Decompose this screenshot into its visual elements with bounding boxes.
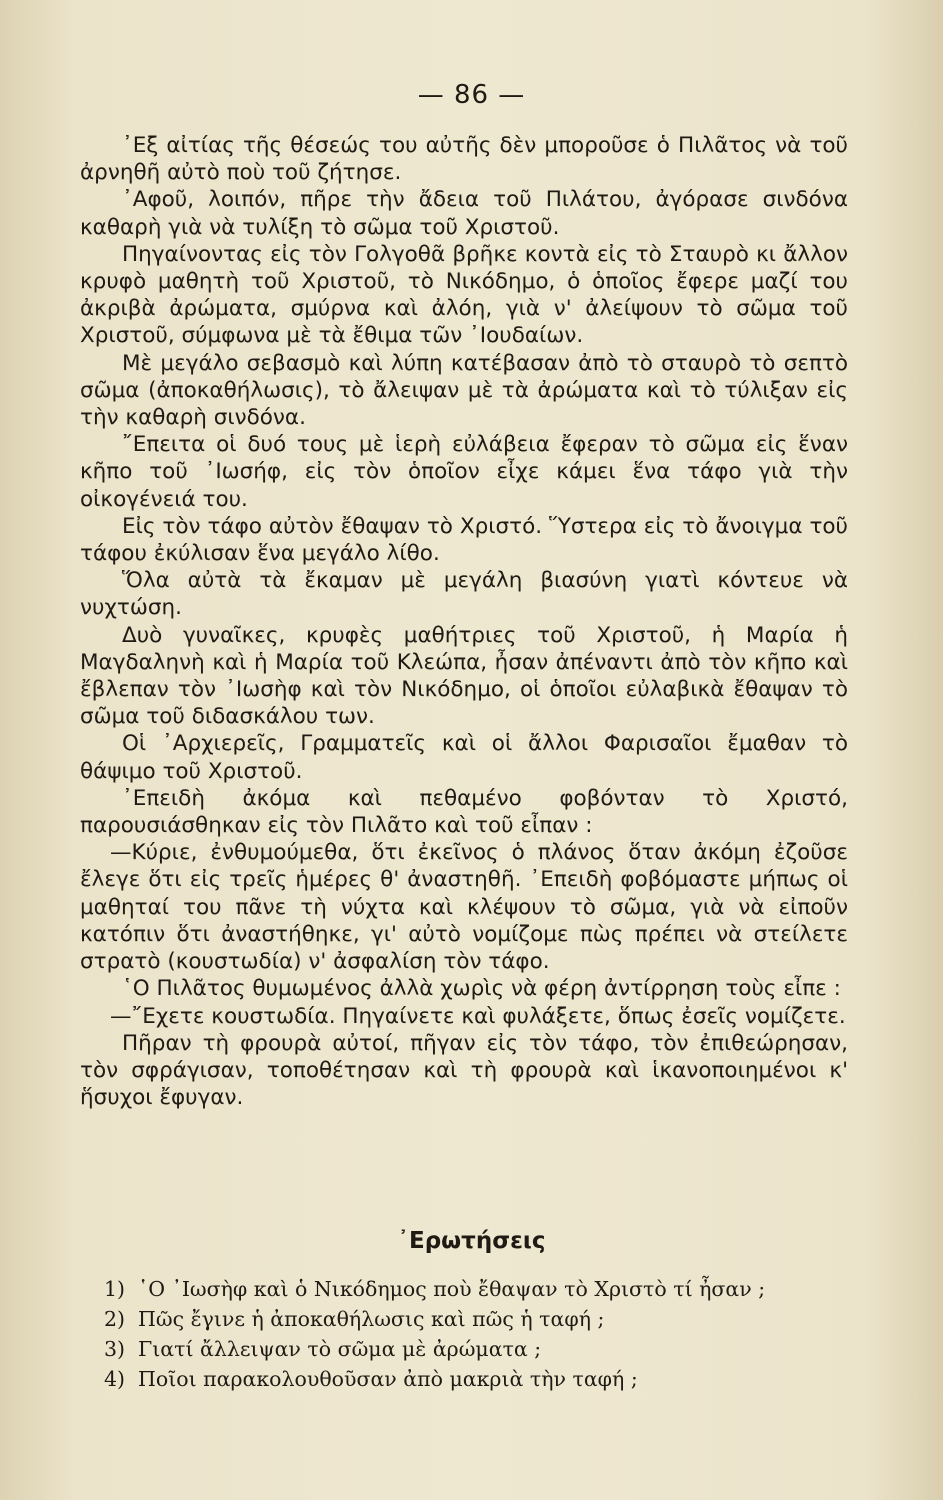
paragraph: Οἱ ᾿Αρχιερεῖς, Γραμματεῖς καὶ οἱ ἄλλοι Φαρισαῖοι ἔμαθαν τὸ θάψιμο τοῦ Χριστοῦ. xyxy=(80,731,848,784)
question-item xyxy=(104,1274,844,1304)
dialogue-paragraph: —Κύριε, ἐνθυμούμεθα, ὅτι ἐκεῖνος ὁ πλάνος ὅταν ἀκόμη ἐζοῦσε ἔλεγε ὅτι εἰς τρεῖς ἡμέρες θ' ἀναστηθῆ. ᾿Επειδὴ φοβόμαστε μήπως οἱ μαθηταί του πᾶνε τὴ νύχτα καὶ κλέψουν τὸ σῶμα, γιὰ νὰ εἰποῦν κατόπιν ὅτι ἀναστήθηκε, γι' αὐτὸ νομίζομε πὼς πρέπει νὰ στείλετε στρατὸ (κουστωδία) ν' ἀσφαλίση τὸν τάφο. xyxy=(80,840,848,975)
questions-list xyxy=(104,1274,844,1394)
question-item xyxy=(104,1334,844,1364)
paragraph: ᾿Αφοῦ, λοιπόν, πῆρε τὴν ἄδεια τοῦ Πιλάτου, ἀγόρασε σινδόνα καθαρὴ γιὰ νὰ τυλίξη τὸ σῶμα τοῦ Χριστοῦ. xyxy=(80,187,848,240)
question-text: Πῶς ἔγινε ἡ ἀποκαθήλωσις καὶ πῶς ἡ ταφή ; xyxy=(138,1307,605,1331)
paragraph: Δυὸ γυναῖκες, κρυφὲς μαθήτριες τοῦ Χριστοῦ, ἡ Μαρία ἡ Μαγδαληνὴ καὶ ἡ Μαρία τοῦ Κλεώπα, ἦσαν ἀπέναντι ἀπὸ τὸν κῆπο καὶ ἔβλεπαν τὸν ᾿Ιωσὴφ καὶ τὸν Νικόδημο, οἱ ὁποῖοι εὐλαβικὰ ἔθαψαν τὸ σῶμα τοῦ διδασκάλου των. xyxy=(80,622,848,730)
body-text xyxy=(80,132,848,1111)
question-number: 4) xyxy=(104,1367,126,1391)
paragraph: Πηγαίνοντας εἰς τὸν Γολγοθᾶ βρῆκε κοντὰ εἰς τὸ Σταυρὸ κι ἄλλον κρυφὸ μαθητὴ τοῦ Χριστοῦ, τὸ Νικόδημο, ὁ ὁποῖος ἔφερε μαζί του ἀκριβὰ ἀρώματα, σμύρνα καὶ ἀλόη, γιὰ ν' ἀλείψουν τὸ σῶμα τοῦ Χριστοῦ, σύμφωνα μὲ τὰ ἔθιμα τῶν ᾿Ιουδαίων. xyxy=(80,241,848,349)
paragraph: ᾿Εξ αἰτίας τῆς θέσεώς του αὐτῆς δὲν μποροῦσε ὁ Πιλᾶτος νὰ τοῦ ἀρνηθῆ αὐτὸ ποὺ τοῦ ζήτησε. xyxy=(80,133,848,186)
question-item xyxy=(104,1364,844,1394)
paragraph: ᾿Επειδὴ ἀκόμα καὶ πεθαμένο φοβόνταν τὸ Χριστό, παρουσιάσθηκαν εἰς τὸν Πιλᾶτο καὶ τοῦ εἶπαν : xyxy=(80,785,848,839)
question-number: 3) xyxy=(104,1337,126,1361)
paragraph: Ὅλα αὐτὰ τὰ ἔκαμαν μὲ μεγάλη βιασύνη γιατὶ κόντευε νὰ νυχτώση. xyxy=(80,568,848,621)
paragraph: Μὲ μεγάλο σεβασμὸ καὶ λύπη κατέβασαν ἀπὸ τὸ σταυρὸ τὸ σεπτὸ σῶμα (ἀποκαθήλωσις), τὸ ἄλειψαν μὲ τὰ ἀρώματα καὶ τὸ τύλιξαν εἰς τὴν καθαρὴ σινδόνα. xyxy=(80,350,848,431)
questions-heading: ᾿Ερωτήσεις xyxy=(397,1228,546,1254)
paragraph: ῾Ο Πιλᾶτος θυμωμένος ἀλλὰ χωρὶς νὰ φέρη ἀντίρρηση τοὺς εἶπε : xyxy=(122,976,841,1002)
question-number: 1) xyxy=(104,1277,126,1301)
paragraph: ῎Επειτα οἱ δυό τους μὲ ἱερὴ εὐλάβεια ἔφεραν τὸ σῶμα εἰς ἕναν κῆπο τοῦ ᾿Ιωσήφ, εἰς τὸν ὁποῖον εἶχε κάμει ἕνα τάφο γιὰ τὴν οἰκογένειά του. xyxy=(80,432,848,512)
dialogue-paragraph: —῎Εχετε κουστωδία. Πηγαίνετε καὶ φυλάξετε, ὅπως ἐσεῖς νομίζετε. xyxy=(110,1003,846,1029)
question-number: 2) xyxy=(104,1307,126,1331)
question-text: Γιατί ἄλλειψαν τὸ σῶμα μὲ ἀρώματα ; xyxy=(138,1337,542,1361)
page-number: — 86 — xyxy=(417,80,526,110)
question-item xyxy=(104,1304,844,1334)
paragraph: Πῆραν τὴ φρουρὰ αὐτοί, πῆγαν εἰς τὸν τάφο, τὸν ἐπιθεώρησαν, τὸν σφράγισαν, τοποθέτησαν καὶ τὴ φρουρὰ καὶ ἱκανοποιημένοι κ' ἥσυχοι ἔφυγαν. xyxy=(80,1030,848,1111)
question-text: Ποῖοι παρακολουθοῦσαν ἀπὸ μακριὰ τὴν ταφή ; xyxy=(138,1367,638,1391)
paragraph: Εἰς τὸν τάφο αὐτὸν ἔθαψαν τὸ Χριστό. Ὕστερα εἰς τὸ ἄνοιγμα τοῦ τάφου ἐκύλισαν ἕνα μεγάλο λίθο. xyxy=(80,513,848,567)
question-text: ῾Ο ᾿Ιωσὴφ καὶ ὁ Νικόδημος ποὺ ἔθαψαν τὸ Χριστὸ τί ἦσαν ; xyxy=(138,1277,766,1301)
